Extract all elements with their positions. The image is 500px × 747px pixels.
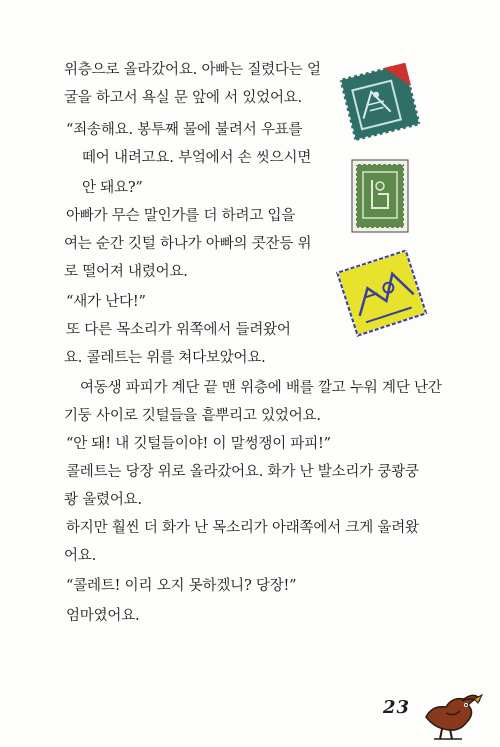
text-line: 어요.	[64, 548, 97, 564]
text-line: 굴을 하고서 욕실 문 앞에 서 있었어요.	[64, 90, 302, 106]
text-line: 안 돼요?”	[82, 180, 143, 196]
text-line: “죄송해요. 봉투째 물에 불려서 우표를	[66, 122, 303, 138]
text-line: 위층으로 올라갔어요. 아빠는 질렸다는 얼	[64, 62, 321, 78]
text-line: “콜레트! 이리 오지 못하겠니? 당장!”	[66, 578, 297, 594]
text-line: 요. 콜레트는 위를 쳐다보았어요.	[64, 350, 266, 366]
text-line: 여는 순간 깃털 하나가 아빠의 콧잔등 위	[64, 236, 312, 252]
text-line: 엄마였어요.	[66, 608, 140, 624]
text-line: 로 떨어져 내렸어요.	[64, 264, 188, 280]
text-line: “안 돼! 내 깃털들이야! 이 말썽쟁이 파피!”	[66, 436, 331, 452]
bird-illustration	[422, 683, 484, 741]
stamp-illustration-green	[350, 158, 410, 234]
text-line: 아빠가 무슨 말인가를 더 하려고 입을	[66, 208, 296, 224]
text-line: 하지만 훨씬 더 화가 난 목소리가 아래쪽에서 크게 울려왔	[66, 520, 419, 536]
stamp-illustration-teal	[338, 62, 422, 142]
text-line: “새가 난다!”	[66, 294, 146, 310]
text-line: 떼어 내려고요. 부엌에서 손 씻으시면	[82, 150, 312, 166]
stamp-illustration-yellow	[334, 250, 430, 338]
text-line: 콜레트는 당장 위로 올라갔어요. 화가 난 발소리가 쿵쾅쿵	[66, 464, 419, 480]
text-line: 기둥 사이로 깃털들을 흩뿌리고 있었어요.	[64, 408, 321, 424]
text-line: 여동생 파피가 계단 끝 맨 위층에 배를 깔고 누워 계단 난간	[80, 380, 442, 396]
text-line: 쾅 울렸어요.	[64, 492, 142, 508]
page-number: 23	[383, 697, 411, 718]
text-line: 또 다른 목소리가 위쪽에서 들려왔어	[66, 322, 291, 338]
